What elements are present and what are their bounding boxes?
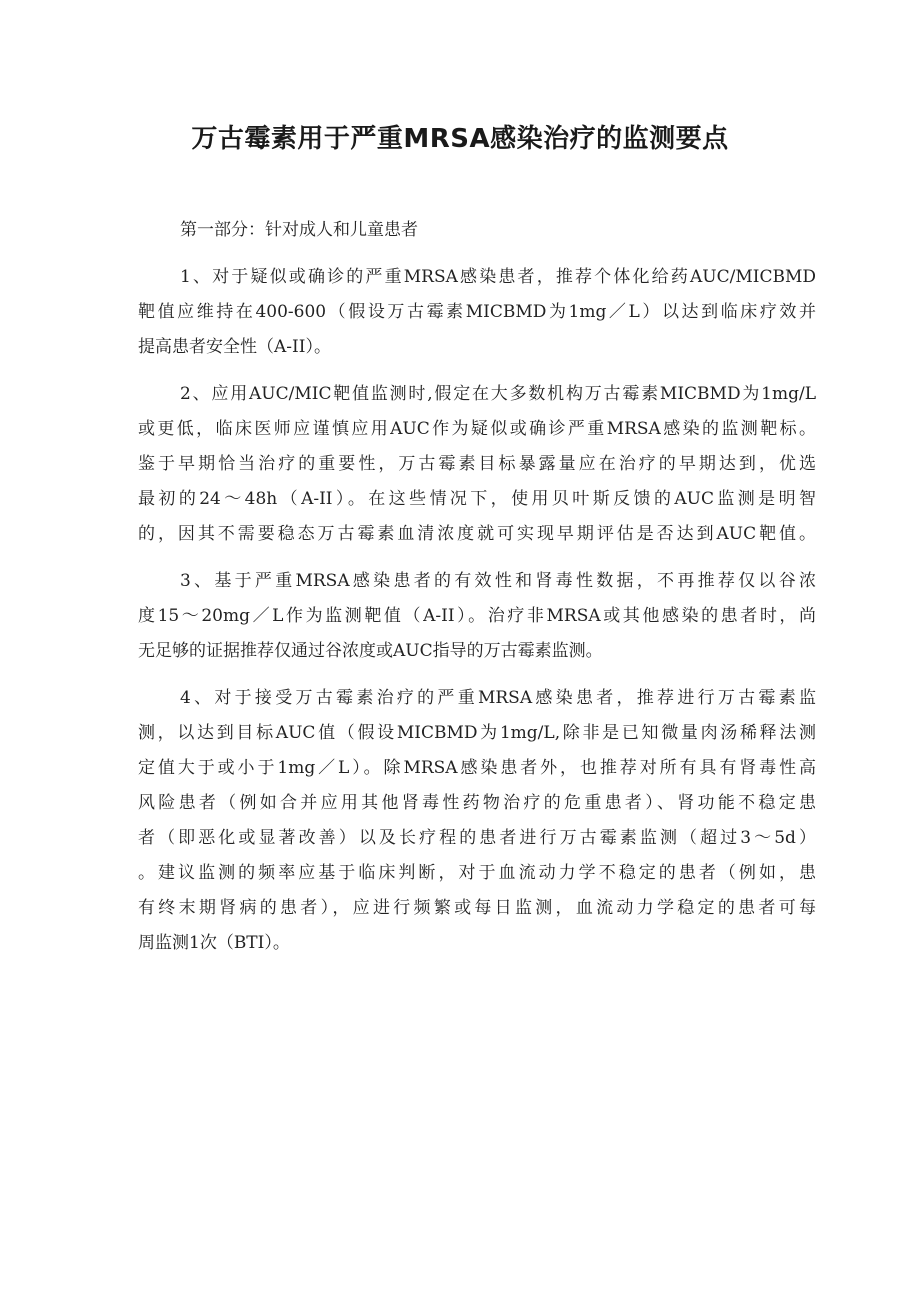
paragraph-line: 3、基于严重MRSA感染患者的有效性和肾毒性数据，不再推荐仅以谷浓 (180, 571, 816, 591)
paragraph-line: 最初的24～48h（A-II）。在这些情况下，使用贝叶斯反馈的AUC监测是明智 (138, 489, 816, 509)
paragraph-line: 1、对于疑似或确诊的严重MRSA感染患者，推荐个体化给药AUC/MICBMD (180, 267, 816, 287)
paragraph-line: 2、应用AUC/MIC靶值监测时,假定在大多数机构万古霉素MICBMD为1mg/L (180, 384, 816, 404)
paragraph-line: 靶值应维持在400-600（假设万古霉素MICBMD为1mg／L）以达到临床疗效并 (138, 302, 816, 322)
paragraph-line: 4、对于接受万古霉素治疗的严重MRSA感染患者，推荐进行万古霉素监 (180, 688, 816, 708)
paragraph-line: 定值大于或小于1mg／L）。除MRSA感染患者外，也推荐对所有具有肾毒性高 (138, 758, 816, 778)
paragraph-line: 的，因其不需要稳态万古霉素血清浓度就可实现早期评估是否达到AUC靶值。 (138, 524, 816, 544)
document-title: 万古霉素用于严重MRSA感染治疗的监测要点 (191, 124, 729, 154)
paragraph-line: 风险患者（例如合并应用其他肾毒性药物治疗的危重患者）、肾功能不稳定患 (138, 793, 816, 813)
paragraph-line: 有终末期肾病的患者），应进行频繁或每日监测，血流动力学稳定的患者可每 (138, 898, 816, 918)
paragraph-2 (138, 377, 816, 552)
paragraph-line: 度15～20mg／L作为监测靶值（A-II）。治疗非MRSA或其他感染的患者时，尚 (138, 606, 816, 626)
paragraph-line: 者（即恶化或显著改善）以及长疗程的患者进行万古霉素监测（超过3～5d） (138, 828, 816, 848)
paragraph-line: 。建议监测的频率应基于临床判断，对于血流动力学不稳定的患者（例如，患 (138, 863, 816, 883)
paragraph-line: 测，以达到目标AUC值（假设MICBMD为1mg/L,除非是已知微量肉汤稀释法测 (138, 723, 816, 743)
paragraph-line: 无足够的证据推荐仅通过谷浓度或AUC指导的万古霉素监测。 (138, 641, 603, 661)
paragraph-4 (138, 681, 816, 961)
paragraph-3 (138, 564, 816, 669)
paragraph-line: 提高患者安全性（A-II）。 (138, 337, 331, 357)
paragraph-line: 或更低，临床医师应谨慎应用AUC作为疑似或确诊严重MRSA感染的监测靶标。 (138, 419, 816, 439)
section-heading: 第一部分：针对成人和儿童患者 (180, 220, 418, 240)
paragraph-1 (138, 260, 816, 365)
document-body (138, 213, 816, 961)
paragraph-line: 周监测1次（BTI）。 (138, 933, 290, 953)
paragraph-line: 鉴于早期恰当治疗的重要性，万古霉素目标暴露量应在治疗的早期达到，优选 (138, 454, 816, 474)
